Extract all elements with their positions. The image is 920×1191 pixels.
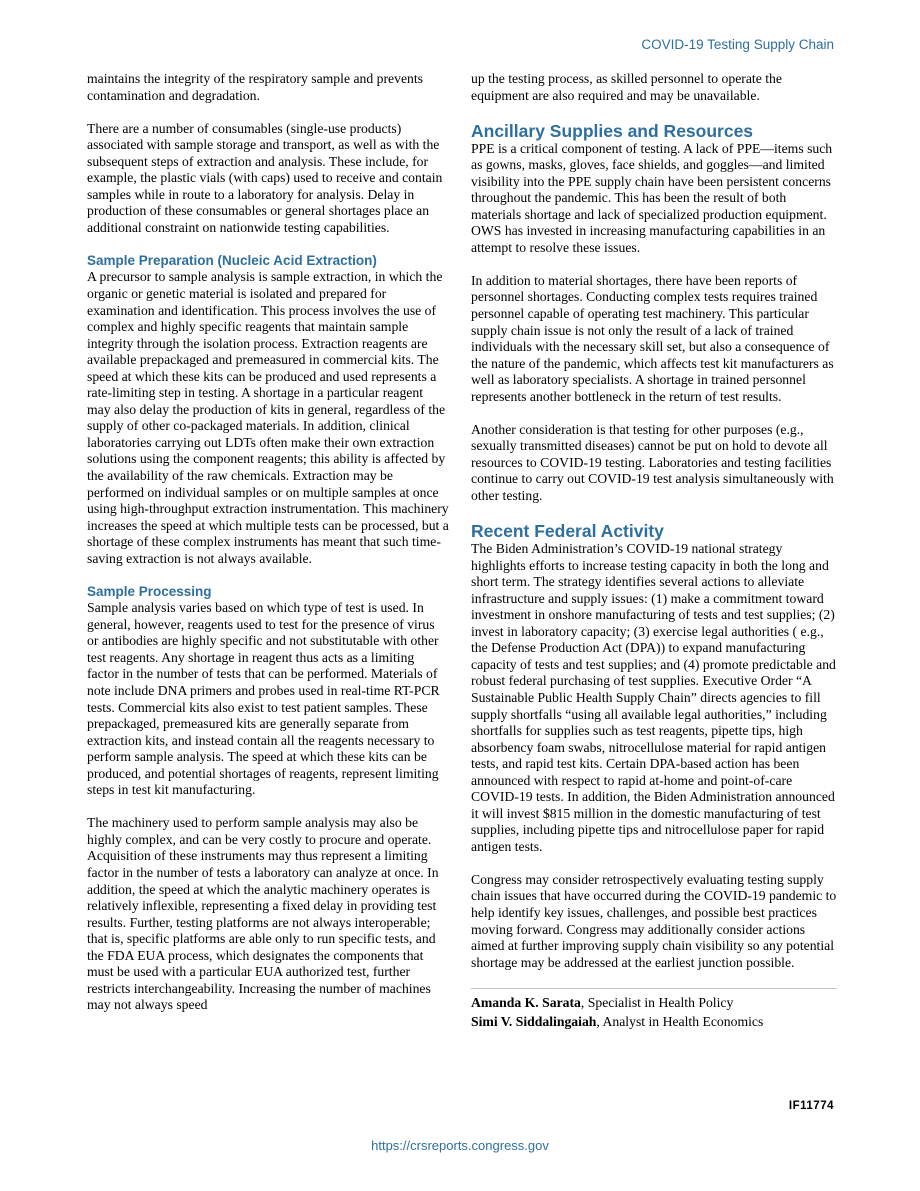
section-heading-sample-preparation: Sample Preparation (Nucleic Acid Extraction): [87, 252, 377, 268]
section-heading-federal-activity: Recent Federal Activity: [471, 521, 664, 542]
paragraph: The machinery used to perform sample analysis may also be highly complex, and can be very costly to procure and operate. Acquisition of these instruments may thus represent a limiting factor in the number of tests a laboratory can analyze at once. In addition, the speed at which the analytic machinery operates is relatively inflexible, representing a fixed delay in providing test results. Further, testing platforms are not always interoperable; that is, specific platforms are able only to run specific tests, and the FDA EUA process, which designates the components that must be used with a particular EUA authorized test, further restricts interchangeability. Increasing the number of machines may not always speed: [87, 815, 439, 1013]
author-name: Simi V. Siddalingaiah: [471, 1013, 597, 1029]
paragraph: A precursor to sample analysis is sample extraction, in which the organic or genetic material is isolated and prepared for examination and identification. This process involves the use of complex and highly specific reagents that maintain sample integrity through the isolation process. Extraction reagents are available prepackaged and premeasured in commercial kits. The speed at which these kits can be produced and used represents a rate-limiting step in testing. A shortage in a particular reagent may also delay the production of kits in general, regardless of the supply of other co-packaged materials. In addition, clinical laboratories carrying out LDTs often make their own extraction solutions using the component reagents; this ability is affected by the availability of the raw chemicals. Extraction may be performed on individual samples or on multiple samples at once using high-throughput extraction instrumentation. This machinery increases the speed at which multiple tests can be processed, but a shortage of these complex instruments has meant that such time-saving extraction is not always available.: [87, 269, 449, 566]
author-title: , Specialist in Health Policy: [580, 994, 734, 1010]
left-column: [87, 71, 449, 1030]
author-line: [471, 993, 837, 1012]
author-line: [471, 1012, 837, 1031]
paragraph: Another consideration is that testing for other purposes (e.g., sexually transmitted diseases) cannot be put on hold to devote all resources to COVID-19 testing. Laboratories and testing facilities continue to carry out COVID-19 test analysis simultaneously with other testing.: [471, 421, 834, 503]
paragraph: Sample analysis varies based on which type of test is used. In general, however, reagents used to test for the presence of virus or antibodies are highly specific and not substitutable with other test reagents. Any shortage in reagent thus acts as a limiting factor in the number of tests that can be performed. Materials of note include DNA primers and probes used in real-time RT-PCR tests. Commercial kits also exist to test patient samples. These prepackaged, premeasured kits are generally separate from extraction kits, and instead contain all the reagents necessary to perform sample analysis. The speed at which these kits can be produced, and potential shortages of reagents, represent limiting steps in test kit manufacturing.: [87, 600, 440, 798]
paragraph: maintains the integrity of the respiratory sample and prevents contamination and degradation.: [87, 71, 424, 103]
footer-link[interactable]: https://crsreports.congress.gov: [371, 1138, 549, 1153]
paragraph: up the testing process, as skilled personnel to operate the equipment are also required and may be unavailable.: [471, 71, 782, 103]
running-title: COVID-19 Testing Supply Chain: [641, 37, 834, 52]
report-id: IF11774: [788, 1100, 834, 1112]
paragraph: In addition to material shortages, there have been reports of personnel shortages. Conducting complex tests requires trained personnel capable of operating test machinery. This particular supply chain issue is not only the result of a lack of trained individuals with the necessary skill set, but also a consequence of the nature of the pandemic, which affects test kit manufacturers as well as laboratory specialists. A shortage in trained personnel represents another bottleneck in the return of test results.: [471, 272, 834, 404]
author-title: , Analyst in Health Economics: [596, 1013, 764, 1029]
paragraph: The Biden Administration’s COVID-19 national strategy highlights efforts to increase testing capacity in both the long and short term. The strategy identifies several actions to alleviate infrastructure and supply issues: (1) make a commitment toward investment in onshore manufacturing of tests and test supplies; (2) invest in laboratory capacity; (3) exercise legal authorities ( e.g., the Defense Production Act (DPA)) to expand manufacturing capacity of tests and test supplies; and (4) promote predictable and robust federal purchasing of test supplies. Executive Order “A Sustainable Public Health Supply Chain” directs agencies to fill supply shortfalls “using all available legal authorities,” including shortfalls for supplies such as test reagents, pipette tips, high absorbency foam swabs, nitrocellulose material for rapid antigen tests, and rapid test kits. Certain DPA-based action has been announced with respect to rapid at-home and point-of-care COVID-19 tests. In addition, the Biden Administration announced it will invest $815 million in the domestic manufacturing of test supplies, including pipette tips and nitrocellulose paper for rapid antigen tests.: [471, 541, 836, 854]
author-name: Amanda K. Sarata: [471, 994, 581, 1010]
section-heading-sample-processing: Sample Processing: [87, 583, 212, 599]
paragraph: Congress may consider retrospectively evaluating testing supply chain issues that have occurred during the COVID-19 pandemic to help identify key issues, challenges, and possible best practices moving forward. Congress may additionally consider actions aimed at further improving supply chain visibility so any potential shortage may be addressed at the earliest junction possible.: [471, 871, 837, 970]
right-column: [471, 71, 837, 1031]
author-divider: [471, 988, 837, 989]
paragraph: PPE is a critical component of testing. A lack of PPE—items such as gowns, masks, gloves, face shields, and goggles—and limited visibility into the PPE supply chain have been persistent concerns throughout the pandemic. This has been the result of both materials shortage and lack of specialized production equipment. OWS has invested in increasing manufacturing capabilities in an attempt to resolve these issues.: [471, 140, 833, 255]
paragraph: There are a number of consumables (single-use products) associated with sample storage and transport, as well as with the subsequent steps of extraction and analysis. These include, for example, the plastic vials (with caps) used to receive and contain samples while in route to a laboratory for analysis. Delay in production of these consumables or general shortages place an additional constraint on nationwide testing capabilities.: [87, 120, 443, 235]
section-heading-ancillary-supplies: Ancillary Supplies and Resources: [471, 120, 754, 141]
